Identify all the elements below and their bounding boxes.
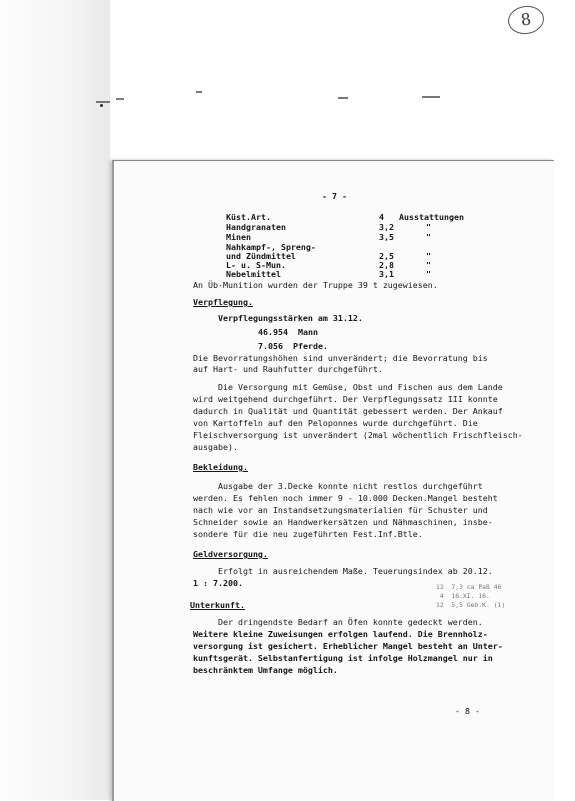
text-line: versorgung ist gesichert. Erheblicher Mangel besteht an Unter- (193, 641, 503, 651)
verpflegung-line: Verpflegungsstärken am 31.12. (218, 313, 363, 323)
section-heading-verpflegung: Verpflegung. (193, 297, 253, 307)
text-line: wird weitgehend durchgeführt. Der Verpflegungssatz III konnte (193, 394, 498, 404)
text-line: Erfolgt in ausreichendem Maße. Teuerungsindex ab 20.12. (193, 566, 493, 576)
ammo-unit: " (426, 260, 431, 270)
text-line: nach wie vor an Instandsetzungsmaterialien für Schuster und (193, 505, 488, 515)
annotation-line: 4 16.XI. 16. (436, 592, 490, 600)
text-line: dadurch in Qualität und Quantität gebessert werden. Der Ankauf (193, 406, 503, 416)
ammo-name: Minen (226, 232, 251, 242)
ammo-name: Nebelmittel (226, 269, 281, 279)
text-line: sondere für die neu zugeführten Fest.Inf.Btle. (193, 529, 423, 539)
archive-stamp-number: 8 (506, 4, 546, 37)
ammo-name: Küst.Art. (226, 212, 271, 222)
text-line: Ausgabe der 3.Decke konnte nicht restlos durchgeführt (193, 481, 483, 491)
ammo-note: An Üb-Munition wurden der Truppe 39 t zugewiesen. (193, 280, 438, 290)
page-footer: - 8 - (455, 706, 480, 716)
text-line: 1 : 7.200. (193, 578, 243, 588)
ammo-unit: " (426, 222, 431, 232)
text-line: Der dringendste Bedarf an Öfen konnte gedeckt werden. (193, 617, 483, 627)
text-line: von Kartoffeln auf den Peloponnes wurde durchgeführt. Die (193, 418, 478, 428)
text-line: ausgabe). (193, 442, 238, 452)
page-header: - 7 - (322, 191, 347, 201)
text-line: Weitere kleine Zuweisungen erfolgen laufend. Die Brennholz- (193, 629, 488, 639)
ammo-name: L- u. S-Mun. (226, 260, 286, 270)
ammo-value: 2,5 (379, 251, 394, 261)
text-line: Schneider sowie an Handwerkersätzen und Nähmaschinen, insbe- (193, 517, 493, 527)
text-line: werden. Es fehlen noch immer 9 - 10.000 Decken.Mangel besteht (193, 493, 498, 503)
text-line: beschränktem Umfange möglich. (193, 665, 338, 675)
scan-noise (100, 104, 103, 107)
text-line: Die Versorgung mit Gemüse, Obst und Fischen aus dem Lande (193, 382, 503, 392)
verpflegung-pferde: 7.056 Pferde. (258, 341, 328, 351)
text-line: kunftsgerät. Selbstanfertigung ist infolge Holzmangel nur in (193, 653, 493, 663)
scan-noise (422, 96, 440, 98)
text-line: Fleischversorgung ist unverändert (2mal wöchentlich Frischfleisch- (193, 430, 523, 440)
section-heading-unterkunft: Unterkunft. (190, 600, 245, 610)
ammo-unit: " (426, 269, 431, 279)
text-line: Die Bevorratungshöhen sind unverändert; die Bevorratung bis (193, 353, 488, 363)
scan-noise (116, 98, 124, 100)
ammo-value: 2,8 (379, 260, 394, 270)
scan-noise (96, 101, 110, 103)
annotation-line: 12 7,3 ca Paß 46 (436, 583, 502, 591)
ammo-unit: " (426, 251, 431, 261)
ammo-unit: " (426, 232, 431, 242)
ammo-name: und Zündmittel (226, 251, 296, 261)
ammo-value: 3,5 (379, 232, 394, 242)
ammo-value: 4 (379, 212, 384, 222)
verpflegung-mann: 46.954 Mann (258, 327, 318, 337)
ammo-value: 3,1 (379, 269, 394, 279)
ammo-value: 3,2 (379, 222, 394, 232)
ammo-name: Handgranaten (226, 222, 286, 232)
section-heading-geldversorgung: Geldversorgung. (193, 549, 268, 559)
scan-shadow-left (0, 0, 110, 800)
scan-noise (196, 91, 202, 93)
annotation-line: 12 5,5 Geb.K. (1) (436, 601, 506, 609)
ammo-unit: Ausstattungen (399, 212, 464, 222)
section-heading-bekleidung: Bekleidung. (193, 462, 248, 472)
scan-noise (338, 97, 348, 99)
ammo-name: Nahkampf-, Spreng- (226, 242, 316, 252)
text-line: auf Hart- und Rauhfutter durchgeführt. (193, 364, 383, 374)
